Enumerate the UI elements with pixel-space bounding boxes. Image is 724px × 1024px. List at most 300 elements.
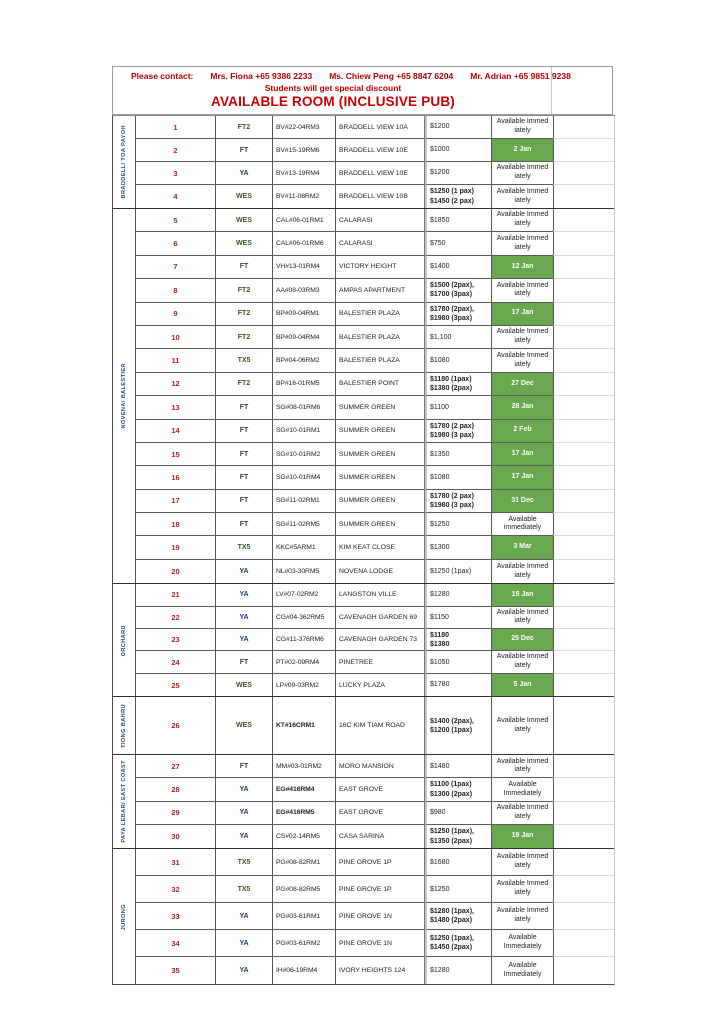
price-line: $1280 [430,967,450,975]
unit-code: BP#09-04RM4 [273,326,336,349]
row-number: 3 [136,162,216,185]
price [425,396,491,419]
empty-trailing-cell [553,957,614,984]
property-name: PINE GROVE 1P [336,849,425,876]
room-type: FT2 [216,326,273,349]
availability-text: Available Immed iately [491,876,553,903]
room-type: WES [216,185,273,208]
price-line: $1780 [430,681,450,689]
price [425,349,491,372]
property-name: CAVENAGH GARDEN 69 [336,607,425,629]
region-section [113,116,614,209]
region-section [113,209,614,584]
region-section [113,755,614,849]
row-number: 21 [136,584,216,606]
section-rows [136,209,614,583]
room-type: WES [216,697,273,754]
table-row [136,513,614,536]
price [425,629,491,651]
row-number: 29 [136,802,216,825]
region-label-text: NOVENA/ BALESTIER [120,363,127,429]
price-line: $1450 (2 pax) [430,197,474,205]
room-type: YA [216,607,273,629]
price [425,849,491,876]
table-row [136,326,614,349]
room-type: TX5 [216,849,273,876]
unit-code: SG#10-01RM2 [273,443,336,466]
room-type: YA [216,802,273,825]
price [425,443,491,466]
region-label-text: PAYA LEBAR/ EAST COAST [120,760,127,844]
room-type: YA [216,778,273,801]
empty-trailing-cell [553,139,614,162]
contact-chiew-peng: Ms. Chiew Peng +65 8847 6204 [329,71,454,81]
table-row [136,755,614,778]
price-line: $1180 [430,631,450,639]
region-label [113,116,136,208]
availability-text: Available Immediately [491,930,553,957]
price [425,420,491,443]
price [425,162,491,185]
table-row [136,629,614,651]
empty-trailing-cell [553,420,614,443]
room-type: FT [216,256,273,279]
price-line: $1280 (1pax), [430,908,474,916]
price [425,303,491,326]
unit-code: EG#416RM4 [273,778,336,801]
row-number: 4 [136,185,216,208]
price-line: $1350 [430,450,450,458]
availability-text: Available Immed iately [491,279,553,302]
table-row [136,674,614,696]
empty-trailing-cell [553,209,614,232]
availability-text: Available Immed iately [491,232,553,255]
row-number: 5 [136,209,216,232]
availability-text: Available Immed iately [491,209,553,232]
property-name: KIM KEAT CLOSE [336,536,425,559]
room-type: FT [216,513,273,536]
room-type: WES [216,232,273,255]
availability-text: Available Immediately [491,778,553,801]
contact-adrian: Mr. Adrian +65 9851 9238 [470,71,571,81]
row-number: 28 [136,778,216,801]
price-line: $1480 [430,762,450,770]
empty-trailing-cell [553,651,614,673]
empty-trailing-cell [553,373,614,396]
availability-text: Available Immed iately [491,326,553,349]
price-line: $1380 [430,640,450,648]
row-number: 7 [136,256,216,279]
availability-text: Available Immed iately [491,802,553,825]
room-type: FT2 [216,373,273,396]
unit-code: CAL#06-01RM6 [273,232,336,255]
room-type: FT2 [216,303,273,326]
unit-code: PG#03-61RM2 [273,930,336,957]
availability-date-badge: 2 Feb [491,420,553,443]
price [425,755,491,778]
availability-date-badge: 15 Jan [491,584,553,606]
unit-code: KT#16CRM1 [273,697,336,754]
property-name: MORO MANSION [336,755,425,778]
price [425,802,491,825]
price-line: $1,100 [430,333,452,341]
price-line: $1780 (2pax), [430,305,474,313]
row-number: 1 [136,116,216,139]
empty-trailing-cell [553,584,614,606]
empty-trailing-cell [553,876,614,903]
row-number: 30 [136,825,216,848]
room-type: TX5 [216,349,273,372]
table-row [136,443,614,466]
price [425,584,491,606]
price [425,209,491,232]
empty-trailing-cell [553,903,614,930]
price-line: $1150 [430,613,449,621]
unit-code: VH#13-01RM4 [273,256,336,279]
property-name: LUCKY PLAZA [336,674,425,696]
property-name: AMPAS APARTMENT [336,279,425,302]
price-line: $980 [430,809,446,817]
room-type: YA [216,930,273,957]
row-number: 23 [136,629,216,651]
empty-trailing-cell [553,466,614,489]
price-line: $1980 (3pax) [430,314,473,322]
unit-code: BP#16-01RM5 [273,373,336,396]
price-line: $1000 [430,146,450,154]
empty-trailing-cell [553,755,614,778]
unit-code: LV#07-02RM2 [273,584,336,606]
region-label-text: JURONG [120,903,127,930]
table-row [136,232,614,255]
table-row [136,420,614,443]
availability-date-badge: 17 Jan [491,303,553,326]
price-line: $1250 [430,520,450,528]
row-number: 22 [136,607,216,629]
unit-code: CG#04-362RM5 [273,607,336,629]
unit-code: BP#09-04RM1 [273,303,336,326]
room-type: YA [216,957,273,984]
price [425,490,491,513]
row-number: 34 [136,930,216,957]
availability-text: Available immediately [491,513,553,536]
section-rows [136,849,614,984]
room-table [112,115,615,985]
room-type: FT [216,755,273,778]
empty-trailing-cell [553,536,614,559]
availability-date-badge: 2 Jan [491,139,553,162]
region-label [113,584,136,696]
unit-code: BV#13-19RM4 [273,162,336,185]
empty-trailing-cell [553,116,614,139]
price [425,139,491,162]
property-name: SUMMER GREEN [336,490,425,513]
room-type: FT2 [216,279,273,302]
availability-text: Available Immed iately [491,903,553,930]
table-row [136,697,614,754]
availability-text: Available Immed iately [491,607,553,629]
unit-code: KKC#5ARM1 [273,536,336,559]
price [425,697,491,754]
availability-date-badge: 17 Jan [491,443,553,466]
table-row [136,490,614,513]
table-row [136,256,614,279]
property-name: PINE GROVE 1N [336,903,425,930]
table-row [136,903,614,930]
region-label-text: BRADDELL/ TOA PAYOH [120,125,127,199]
room-type: YA [216,825,273,848]
region-label-text: ORCHARD [120,624,127,656]
empty-trailing-cell [553,443,614,466]
row-number: 8 [136,279,216,302]
unit-code: SG#11-02RM1 [273,490,336,513]
unit-code: CS#02-14RM5 [273,825,336,848]
property-name: BRADDELL VIEW 10A [336,116,425,139]
room-type: YA [216,903,273,930]
availability-text: Available Immed iately [491,697,553,754]
property-name: BALESTIER PLAZA [336,349,425,372]
price [425,256,491,279]
empty-trailing-cell [553,513,614,536]
price [425,513,491,536]
empty-trailing-cell [553,825,614,848]
room-type: FT [216,443,273,466]
price [425,903,491,930]
row-number: 18 [136,513,216,536]
price-line: $1980 (3 pax) [430,501,474,509]
availability-date-badge: 25 Dec [491,629,553,651]
table-row [136,930,614,957]
property-name: BALESTIER POINT [336,373,425,396]
table-row [136,303,614,326]
price [425,185,491,208]
empty-trailing-cell [553,303,614,326]
room-type: FT [216,466,273,489]
row-number: 19 [136,536,216,559]
unit-code: LP#09-03RM2 [273,674,336,696]
property-name: CALARASI [336,232,425,255]
region-label-text: TIONG BAHRU [120,703,127,748]
price-line: $1250 (1pax) [430,568,472,575]
price-line: $1250 (1pax), [430,935,474,943]
price-line: $1700 (3pax) [430,291,473,299]
table-row [136,209,614,232]
table-row [136,849,614,876]
region-label [113,849,136,984]
table-row [136,778,614,801]
price-line: $1450 (2pax) [430,944,473,952]
room-type: WES [216,674,273,696]
price-line: $1250 (1pax), [430,828,474,836]
unit-code: IH#06-19RM4 [273,957,336,984]
price-line: $1480 (2pax) [430,917,473,925]
row-number: 13 [136,396,216,419]
unit-code: SG#10-01RM1 [273,420,336,443]
table-row [136,139,614,162]
property-name: CAVENAGH GARDEN 73 [336,629,425,651]
row-number: 9 [136,303,216,326]
property-name: SUMMER GREEN [336,466,425,489]
price [425,373,491,396]
table-row [136,607,614,629]
unit-code: BV#15-19RM6 [273,139,336,162]
room-type: TX5 [216,536,273,559]
price [425,116,491,139]
availability-date-badge: 28 Jan [491,396,553,419]
price-line: $1250 (1 pax) [430,188,474,196]
availability-text: Available Immed iately [491,560,553,583]
property-name: BRADDELL VIEW 10E [336,139,425,162]
price [425,466,491,489]
empty-trailing-cell [553,607,614,629]
price [425,536,491,559]
row-number: 27 [136,755,216,778]
price-line: $1380 (2pax) [430,384,473,392]
property-name: VICTORY HEIGHT [336,256,425,279]
property-name: PINE GROVE 1N [336,930,425,957]
room-type: TX5 [216,876,273,903]
section-rows [136,697,614,754]
row-number: 24 [136,651,216,673]
availability-text: Available Immed iately [491,116,553,139]
row-number: 15 [136,443,216,466]
room-type: FT2 [216,116,273,139]
unit-code: AA#08-03RM3 [273,279,336,302]
price [425,651,491,673]
row-number: 31 [136,849,216,876]
unit-code: EG#416RM5 [273,802,336,825]
property-name: SUMMER GREEN [336,396,425,419]
price-line: $1200 [430,169,450,177]
property-name: IVORY HEIGHTS 124 [336,957,425,984]
availability-text: Available Immed iately [491,185,553,208]
availability-date-badge: 3 Mar [491,536,553,559]
empty-trailing-cell [553,930,614,957]
table-row [136,560,614,583]
price-line: $1080 [430,356,450,364]
unit-code: PT#02-09RM4 [273,651,336,673]
row-number: 17 [136,490,216,513]
unit-code: PG#08-82RM1 [273,849,336,876]
unit-code: CG#11-376RM6 [273,629,336,651]
table-row [136,185,614,208]
room-type: YA [216,584,273,606]
price [425,607,491,629]
property-name: PINETREE [336,651,425,673]
availability-text: Available Immediately [491,957,553,984]
property-name: CASA SARINA [336,825,425,848]
property-name: 16C KIM TIAM ROAD [336,697,425,754]
table-row [136,373,614,396]
empty-trailing-cell [553,279,614,302]
room-type: WES [216,209,273,232]
row-number: 25 [136,674,216,696]
availability-date-badge: 5 Jan [491,674,553,696]
room-type: YA [216,162,273,185]
row-number: 32 [136,876,216,903]
availability-text: Available Immed iately [491,162,553,185]
availability-date-badge: 19 Jan [491,825,553,848]
availability-text: Available Immed iately [491,651,553,673]
price [425,279,491,302]
table-row [136,116,614,139]
price-line: $1180 (1pax) [430,375,472,383]
price-line: $1300 (2pax) [430,790,473,798]
empty-trailing-cell [553,349,614,372]
empty-trailing-cell [553,629,614,651]
discount-note: Students will get special discount [264,83,402,93]
room-type: FT [216,139,273,162]
unit-code: PG#08-82RM5 [273,876,336,903]
price-line: $1100 (1pax) [430,781,472,789]
price [425,326,491,349]
contact-label: Please contact: [131,71,194,81]
empty-trailing-cell [553,697,614,754]
empty-trailing-cell [553,674,614,696]
empty-trailing-cell [553,256,614,279]
room-type: YA [216,629,273,651]
empty-trailing-cell [553,232,614,255]
contact-line [131,71,571,81]
availability-text: Available Immed iately [491,755,553,778]
property-name: SUMMER GREEN [336,513,425,536]
section-rows [136,755,614,848]
property-name: BRADDELL VIEW 10E [336,162,425,185]
price [425,560,491,583]
row-number: 33 [136,903,216,930]
price [425,876,491,903]
room-type: FT [216,396,273,419]
price [425,825,491,848]
room-type: YA [216,560,273,583]
unit-code: BV#22-04RM3 [273,116,336,139]
row-number: 6 [136,232,216,255]
unit-code: NL#03-30RM5 [273,560,336,583]
property-name: LANGSTON VILLE [336,584,425,606]
table-row [136,876,614,903]
region-section [113,849,614,984]
table-row [136,349,614,372]
page-title: AVAILABLE ROOM (INCLUSIVE PUB) [211,94,455,109]
property-name: CALARASI [336,209,425,232]
property-name: EAST GROVE [336,802,425,825]
unit-code: BP#04-06RM2 [273,349,336,372]
room-type: FT [216,490,273,513]
price-line: $1780 (2 pax) [430,422,474,430]
empty-trailing-cell [553,490,614,513]
price-line: $1080 [430,473,450,481]
price-line: $1280 [430,591,450,599]
empty-trailing-cell [553,802,614,825]
availability-date-badge: 17 Jan [491,466,553,489]
availability-date-badge: 12 Jan [491,256,553,279]
row-number: 11 [136,349,216,372]
section-rows [136,116,614,208]
row-number: 16 [136,466,216,489]
row-number: 2 [136,139,216,162]
empty-trailing-cell [553,778,614,801]
row-number: 10 [136,326,216,349]
table-row [136,957,614,984]
contact-fiona: Mrs. Fiona +65 9386 2233 [210,71,313,81]
price-line: $750 [430,240,446,248]
header-box [112,66,613,115]
price-line: $1680 [430,858,450,866]
price-line: $1850 [430,216,450,224]
table-row [136,651,614,673]
property-name: BALESTIER PLAZA [336,303,425,326]
price [425,232,491,255]
unit-code: SG#11-02RM5 [273,513,336,536]
